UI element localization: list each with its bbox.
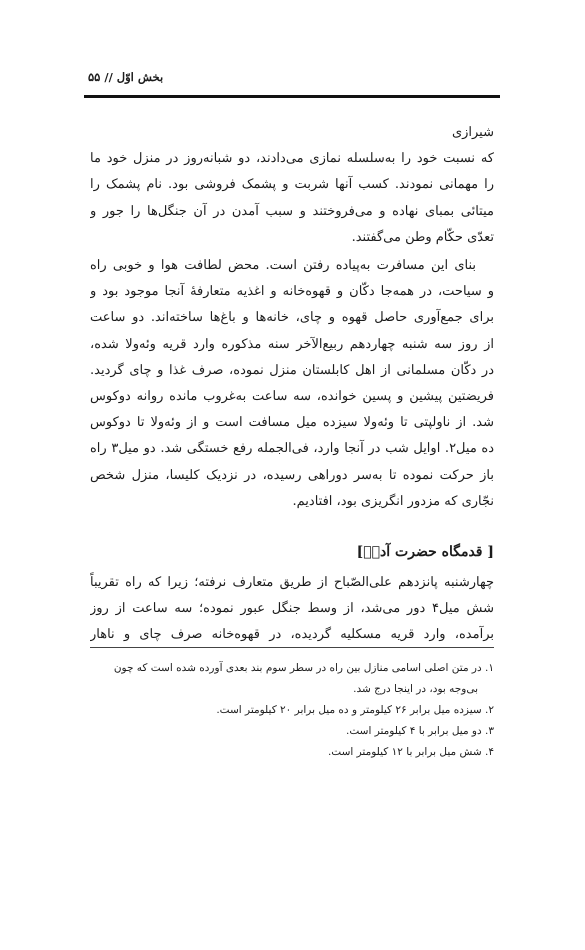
- footnote-1-continued: بی‌وجه بود، در اینجا درج شد.: [353, 683, 478, 695]
- footnotes: [90, 658, 494, 763]
- footnote-1: ۱. در متن اصلی اسامی منازل بین راه در سطر سوم بند بعدی آورده شده است که چون: [113, 662, 494, 674]
- text-line: چهارشنبه پانزدهم علی‌الصّباح از طریق متعارف نرفته؛ زیرا که راه تقریباً: [90, 575, 494, 590]
- text-line: ده میل۲. اوایل شب در آنجا وارد، فی‌الجمله رفع خستگی شد. دو میل۳ راه: [90, 441, 494, 457]
- text-line: میتائی بمبای نهاده و می‌فروختند و سبب آمدن در آن جنگل‌ها را جور و: [90, 203, 494, 219]
- text-line: و سیاحت، در همه‌جا دکّان و قهوه‌خانه و اغذیه متعارفهٔ آنجا موجود بود و: [90, 284, 494, 300]
- running-head: [84, 64, 500, 88]
- footnote-2: ۲. سیزده میل برابر ۲۶ کیلومتر و ده میل برابر ۲۰ کیلومتر است.: [216, 704, 494, 716]
- text-line: برآمده، وارد قریه مسکلیه گردیده، در قهوه‌خانه صرف چای و ناهار: [90, 627, 494, 643]
- text-line: باز حرکت نموده تا به‌سر دوراهی رسیده، در نزدیک کلیسا، منزل شخص: [90, 467, 494, 483]
- text-line: فریضتین پیشین و پسین خوانده، سه ساعت به‌غروب مانده روانه دوکوس: [90, 388, 494, 404]
- text-line: که نسبت خود را به‌سلسله نمازی می‌دادند، دو شبانه‌روز در منزل خود ما: [90, 151, 494, 167]
- text-line: بنای این مسافرت به‌پیاده رفتن است. محض لطافت هوا و خوبی راه: [90, 258, 476, 273]
- footnote-3: ۳. دو میل برابر با ۴ کیلومتر است.: [346, 725, 494, 737]
- paragraph-1: [90, 120, 494, 251]
- paragraph-2: [90, 253, 494, 515]
- section-heading: [ قدمگاه حضرت آدمؑ]: [356, 544, 494, 560]
- footnote-rule: [90, 647, 494, 648]
- running-head-label: بخش اوّل // ۵۵: [88, 70, 164, 84]
- text-line: در دکّان مسلمانی از اهل کابلستان منزل نموده، صرف غذا و چای گردید.: [90, 362, 494, 378]
- footnote-4: ۴. شش میل برابر با ۱۲ کیلومتر است.: [327, 746, 494, 758]
- text-line: تعدّی حکّام وطن می‌گفتند.: [351, 229, 494, 245]
- text-line: شیرازی: [451, 125, 494, 140]
- text-line: نجّاری که مزدور انگریزی بود، افتادیم.: [292, 493, 494, 509]
- text-line: از روز سه شنبه چهاردهم ربیع‌الآخر سنه مذکوره وارد قریه وئه‌ولا شده،: [90, 336, 494, 352]
- text-line: شد. از ناولپتی تا وئه‌ولا سیزده میل مسافت است و از وئه‌ولا تا دوکوس: [90, 415, 494, 431]
- header-rule: [84, 95, 500, 98]
- paragraph-3: [90, 570, 494, 649]
- text-line: برای جمع‌آوری حاصل قهوه و چای، خانه‌ها و باغ‌ها ساخته‌اند. دو ساعت: [90, 310, 494, 326]
- text-line: شش میل۴ دور می‌شد، از وسط جنگل عبور نموده؛ سه ساعت از روز: [90, 601, 494, 617]
- text-line: را مهمانی نمودند. کسب آنها شربت و پشمک فروشی بود. نام پشمک را: [90, 177, 494, 193]
